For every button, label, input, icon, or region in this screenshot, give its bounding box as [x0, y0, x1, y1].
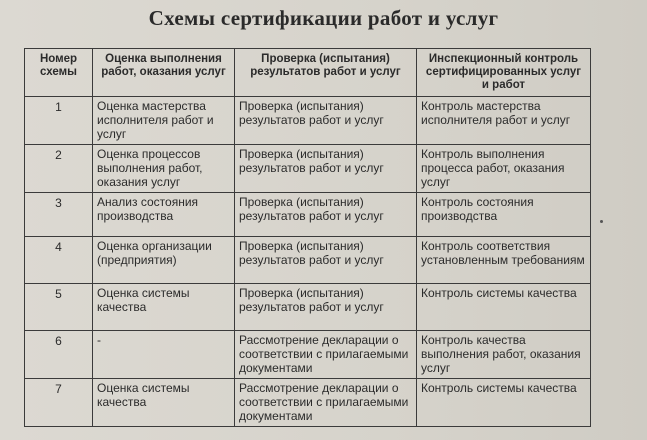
cell-evaluation: Оценка организации (предприятия) — [93, 237, 235, 284]
certification-schemes-table — [24, 48, 591, 427]
cell-scheme-number: 7 — [25, 379, 93, 427]
cell-verification: Рассмотрение декларации о соответствии с прилагаемыми документами — [235, 379, 417, 427]
cell-inspection-control: Контроль качества выполнения работ, оказания услуг — [417, 331, 591, 379]
cell-scheme-number: 2 — [25, 145, 93, 193]
table-row — [25, 331, 591, 379]
cell-evaluation: - — [93, 331, 235, 379]
table-row — [25, 97, 591, 145]
cell-verification: Рассмотрение декларации о соответствии с прилагаемыми документами — [235, 331, 417, 379]
table-header-row — [25, 49, 591, 97]
page-title: Схемы сертификации работ и услуг — [148, 6, 499, 30]
cell-verification: Проверка (испытания) результатов работ и услуг — [235, 284, 417, 331]
cell-scheme-number: 6 — [25, 331, 93, 379]
cell-inspection-control: Контроль системы качества — [417, 379, 591, 427]
header-inspection-control: Инспекционный контроль сертифицированных услуг и работ — [417, 49, 591, 97]
cell-scheme-number: 5 — [25, 284, 93, 331]
cell-verification: Проверка (испытания) результатов работ и услуг — [235, 193, 417, 237]
cell-verification: Проверка (испытания) результатов работ и услуг — [235, 145, 417, 193]
header-evaluation: Оценка выполнения работ, оказания услуг — [93, 49, 235, 97]
cell-inspection-control: Контроль выполнения процесса работ, оказания услуг — [417, 145, 591, 193]
cell-scheme-number: 1 — [25, 97, 93, 145]
cell-evaluation: Анализ состояния производства — [93, 193, 235, 237]
cell-evaluation: Оценка системы качества — [93, 284, 235, 331]
cell-verification: Проверка (испытания) результатов работ и услуг — [235, 97, 417, 145]
cell-evaluation: Оценка мастерства исполнителя работ и услуг — [93, 97, 235, 145]
table-row — [25, 193, 591, 237]
print-speck — [600, 220, 603, 223]
cell-inspection-control: Контроль состояния производства — [417, 193, 591, 237]
table-row — [25, 237, 591, 284]
header-scheme-number: Номер схемы — [25, 49, 93, 97]
cell-scheme-number: 4 — [25, 237, 93, 284]
cell-evaluation: Оценка процессов выполнения работ, оказания услуг — [93, 145, 235, 193]
cell-evaluation: Оценка системы качества — [93, 379, 235, 427]
cell-scheme-number: 3 — [25, 193, 93, 237]
table-row — [25, 284, 591, 331]
cell-inspection-control: Контроль системы качества — [417, 284, 591, 331]
cell-inspection-control: Контроль мастерства исполнителя работ и услуг — [417, 97, 591, 145]
header-verification: Проверка (испытания) результатов работ и услуг — [235, 49, 417, 97]
cell-verification: Проверка (испытания) результатов работ и услуг — [235, 237, 417, 284]
table-row — [25, 379, 591, 427]
table-row — [25, 145, 591, 193]
cell-inspection-control: Контроль соответствия установленным требованиям — [417, 237, 591, 284]
